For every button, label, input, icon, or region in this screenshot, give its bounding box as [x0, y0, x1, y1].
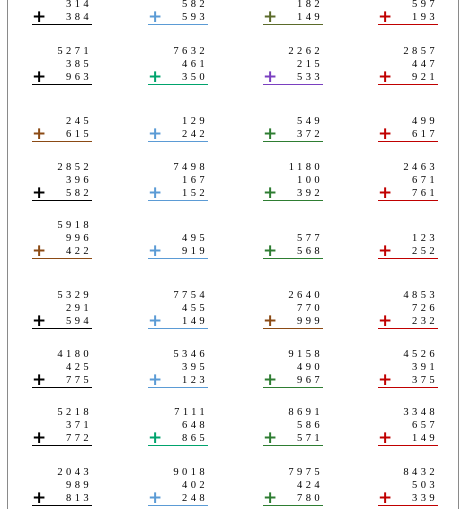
addend-last: 865 + [148, 428, 208, 448]
addition-problem [148, 232, 208, 259]
addend: 2463 [403, 162, 438, 173]
plus-sign-icon: + [32, 7, 50, 27]
addend: 9018 [173, 467, 208, 478]
addend-last: 252 + [378, 241, 438, 261]
plus-sign-icon: + [263, 124, 281, 144]
addend: 100 [297, 175, 323, 186]
addend: 671 [412, 175, 438, 186]
addend: 396 [66, 175, 92, 186]
addend-last: 775 + [32, 370, 92, 390]
plus-sign-icon: + [378, 488, 396, 508]
addend-last: 372 + [263, 124, 323, 144]
plus-sign-icon: + [32, 183, 50, 203]
addend: 9158 [288, 349, 323, 360]
addend-last: 232 + [378, 311, 438, 331]
addend-last: 967 + [263, 370, 323, 390]
addend-last: 384 + [32, 7, 92, 27]
addend-last: 594 + [32, 311, 92, 331]
addend: 2852 [57, 162, 92, 173]
addend-last: 780 + [263, 488, 323, 508]
addend: 770 [297, 303, 323, 314]
addend: 129 [182, 116, 208, 127]
addition-problem [378, 161, 438, 201]
addend-last: 571 + [263, 428, 323, 448]
addend: 7111 [174, 407, 208, 418]
addend-last: 533 + [263, 67, 323, 87]
addition-problem [378, 0, 438, 25]
addend: 7632 [173, 46, 208, 57]
addend: 1180 [288, 162, 323, 173]
plus-sign-icon: + [378, 428, 396, 448]
addition-problem [148, 348, 208, 388]
plus-sign-icon: + [378, 183, 396, 203]
addend: 5271 [57, 46, 92, 57]
addend-last: 149 + [378, 428, 438, 448]
addend: 314 [66, 0, 92, 10]
addend: 402 [182, 480, 208, 491]
addition-problem [32, 406, 92, 446]
plus-sign-icon: + [263, 67, 281, 87]
addition-problem [263, 406, 323, 446]
addend: 455 [182, 303, 208, 314]
addend: 8432 [403, 467, 438, 478]
addition-problem [263, 348, 323, 388]
addition-problem [148, 289, 208, 329]
addition-problem [32, 45, 92, 85]
addend: 2857 [403, 46, 438, 57]
addition-problem [378, 406, 438, 446]
addend: 996 [66, 233, 92, 244]
addend-last: 582 + [32, 183, 92, 203]
addition-problem [148, 466, 208, 506]
addend-last: 375 + [378, 370, 438, 390]
plus-sign-icon: + [378, 7, 396, 27]
addend-last: 813 + [32, 488, 92, 508]
addend: 461 [182, 59, 208, 70]
addend: 726 [412, 303, 438, 314]
addition-problem [148, 45, 208, 85]
addend: 395 [182, 362, 208, 373]
plus-sign-icon: + [32, 311, 50, 331]
addend-last: 149 + [148, 311, 208, 331]
plus-sign-icon: + [32, 428, 50, 448]
plus-sign-icon: + [378, 241, 396, 261]
addition-problem [263, 115, 323, 142]
addition-problem [378, 348, 438, 388]
addend-last: 921 + [378, 67, 438, 87]
addition-problem [148, 161, 208, 201]
plus-sign-icon: + [263, 183, 281, 203]
addition-problem [378, 45, 438, 85]
plus-sign-icon: + [32, 488, 50, 508]
addend: 167 [182, 175, 208, 186]
addend: 391 [412, 362, 438, 373]
addend: 182 [297, 0, 323, 10]
plus-sign-icon: + [263, 488, 281, 508]
addition-problem [263, 289, 323, 329]
plus-sign-icon: + [148, 124, 166, 144]
addend: 549 [297, 116, 323, 127]
addition-problem [263, 232, 323, 259]
plus-sign-icon: + [148, 183, 166, 203]
addend: 7975 [288, 467, 323, 478]
addend-last: 152 + [148, 183, 208, 203]
addend: 371 [66, 420, 92, 431]
addend-last: 422 + [32, 241, 92, 261]
addition-problem [32, 115, 92, 142]
addend-last: 772 + [32, 428, 92, 448]
addend-last: 919 + [148, 241, 208, 261]
plus-sign-icon: + [263, 370, 281, 390]
addition-problem [148, 115, 208, 142]
addend-last: 123 + [148, 370, 208, 390]
addend-last: 149 + [263, 7, 323, 27]
addend-last: 615 + [32, 124, 92, 144]
addend: 577 [297, 233, 323, 244]
plus-sign-icon: + [263, 428, 281, 448]
addend: 7754 [173, 290, 208, 301]
addend: 4853 [403, 290, 438, 301]
addend: 648 [182, 420, 208, 431]
plus-sign-icon: + [263, 7, 281, 27]
addition-problem [378, 466, 438, 506]
addend-last: 761 + [378, 183, 438, 203]
plus-sign-icon: + [148, 67, 166, 87]
addend: 5218 [57, 407, 92, 418]
addend-last: 963 + [32, 67, 92, 87]
addend: 989 [66, 480, 92, 491]
plus-sign-icon: + [32, 241, 50, 261]
addend-last: 248 + [148, 488, 208, 508]
addend: 586 [297, 420, 323, 431]
addition-problem [32, 289, 92, 329]
addend: 3348 [403, 407, 438, 418]
addend: 5918 [57, 220, 92, 231]
plus-sign-icon: + [32, 124, 50, 144]
plus-sign-icon: + [148, 311, 166, 331]
addition-problem [32, 161, 92, 201]
plus-sign-icon: + [148, 370, 166, 390]
addition-problem [32, 0, 92, 25]
addend-last: 339 + [378, 488, 438, 508]
plus-sign-icon: + [378, 67, 396, 87]
worksheet [7, 0, 459, 509]
addition-problem [263, 466, 323, 506]
plus-sign-icon: + [148, 488, 166, 508]
addend: 4526 [403, 349, 438, 360]
addend-last: 350 + [148, 67, 208, 87]
addend-last: 392 + [263, 183, 323, 203]
addend-last: 617 + [378, 124, 438, 144]
addend: 425 [66, 362, 92, 373]
plus-sign-icon: + [263, 241, 281, 261]
addend: 597 [412, 0, 438, 10]
addend: 215 [297, 59, 323, 70]
addend-last: 242 + [148, 124, 208, 144]
addend: 447 [412, 59, 438, 70]
addend: 499 [412, 116, 438, 127]
plus-sign-icon: + [378, 370, 396, 390]
addend: 503 [412, 480, 438, 491]
addition-problem [148, 406, 208, 446]
addition-problem [263, 45, 323, 85]
addend: 5346 [173, 349, 208, 360]
addend: 582 [182, 0, 208, 10]
addend-last: 193 + [378, 7, 438, 27]
plus-sign-icon: + [148, 241, 166, 261]
addition-problem [378, 115, 438, 142]
addend: 291 [66, 303, 92, 314]
addend: 495 [182, 233, 208, 244]
addend: 657 [412, 420, 438, 431]
addition-problem [263, 0, 323, 25]
addend: 2640 [288, 290, 323, 301]
addend: 245 [66, 116, 92, 127]
addition-problem [32, 348, 92, 388]
addend: 7498 [173, 162, 208, 173]
addend: 424 [297, 480, 323, 491]
addition-problem [263, 161, 323, 201]
addition-problem [32, 219, 92, 259]
addend-last: 593 + [148, 7, 208, 27]
addition-problem [32, 466, 92, 506]
addend-last: 568 + [263, 241, 323, 261]
plus-sign-icon: + [32, 370, 50, 390]
addend: 2262 [288, 46, 323, 57]
addend: 385 [66, 59, 92, 70]
plus-sign-icon: + [263, 311, 281, 331]
plus-sign-icon: + [32, 67, 50, 87]
addend-last: 999 + [263, 311, 323, 331]
addition-problem [378, 232, 438, 259]
addend: 123 [412, 233, 438, 244]
addend: 5329 [57, 290, 92, 301]
plus-sign-icon: + [148, 428, 166, 448]
addend: 490 [297, 362, 323, 373]
addition-problem [148, 0, 208, 25]
plus-sign-icon: + [148, 7, 166, 27]
addition-problem [378, 289, 438, 329]
addend: 8691 [288, 407, 323, 418]
plus-sign-icon: + [378, 124, 396, 144]
addend: 2043 [57, 467, 92, 478]
plus-sign-icon: + [378, 311, 396, 331]
addend: 4180 [57, 349, 92, 360]
